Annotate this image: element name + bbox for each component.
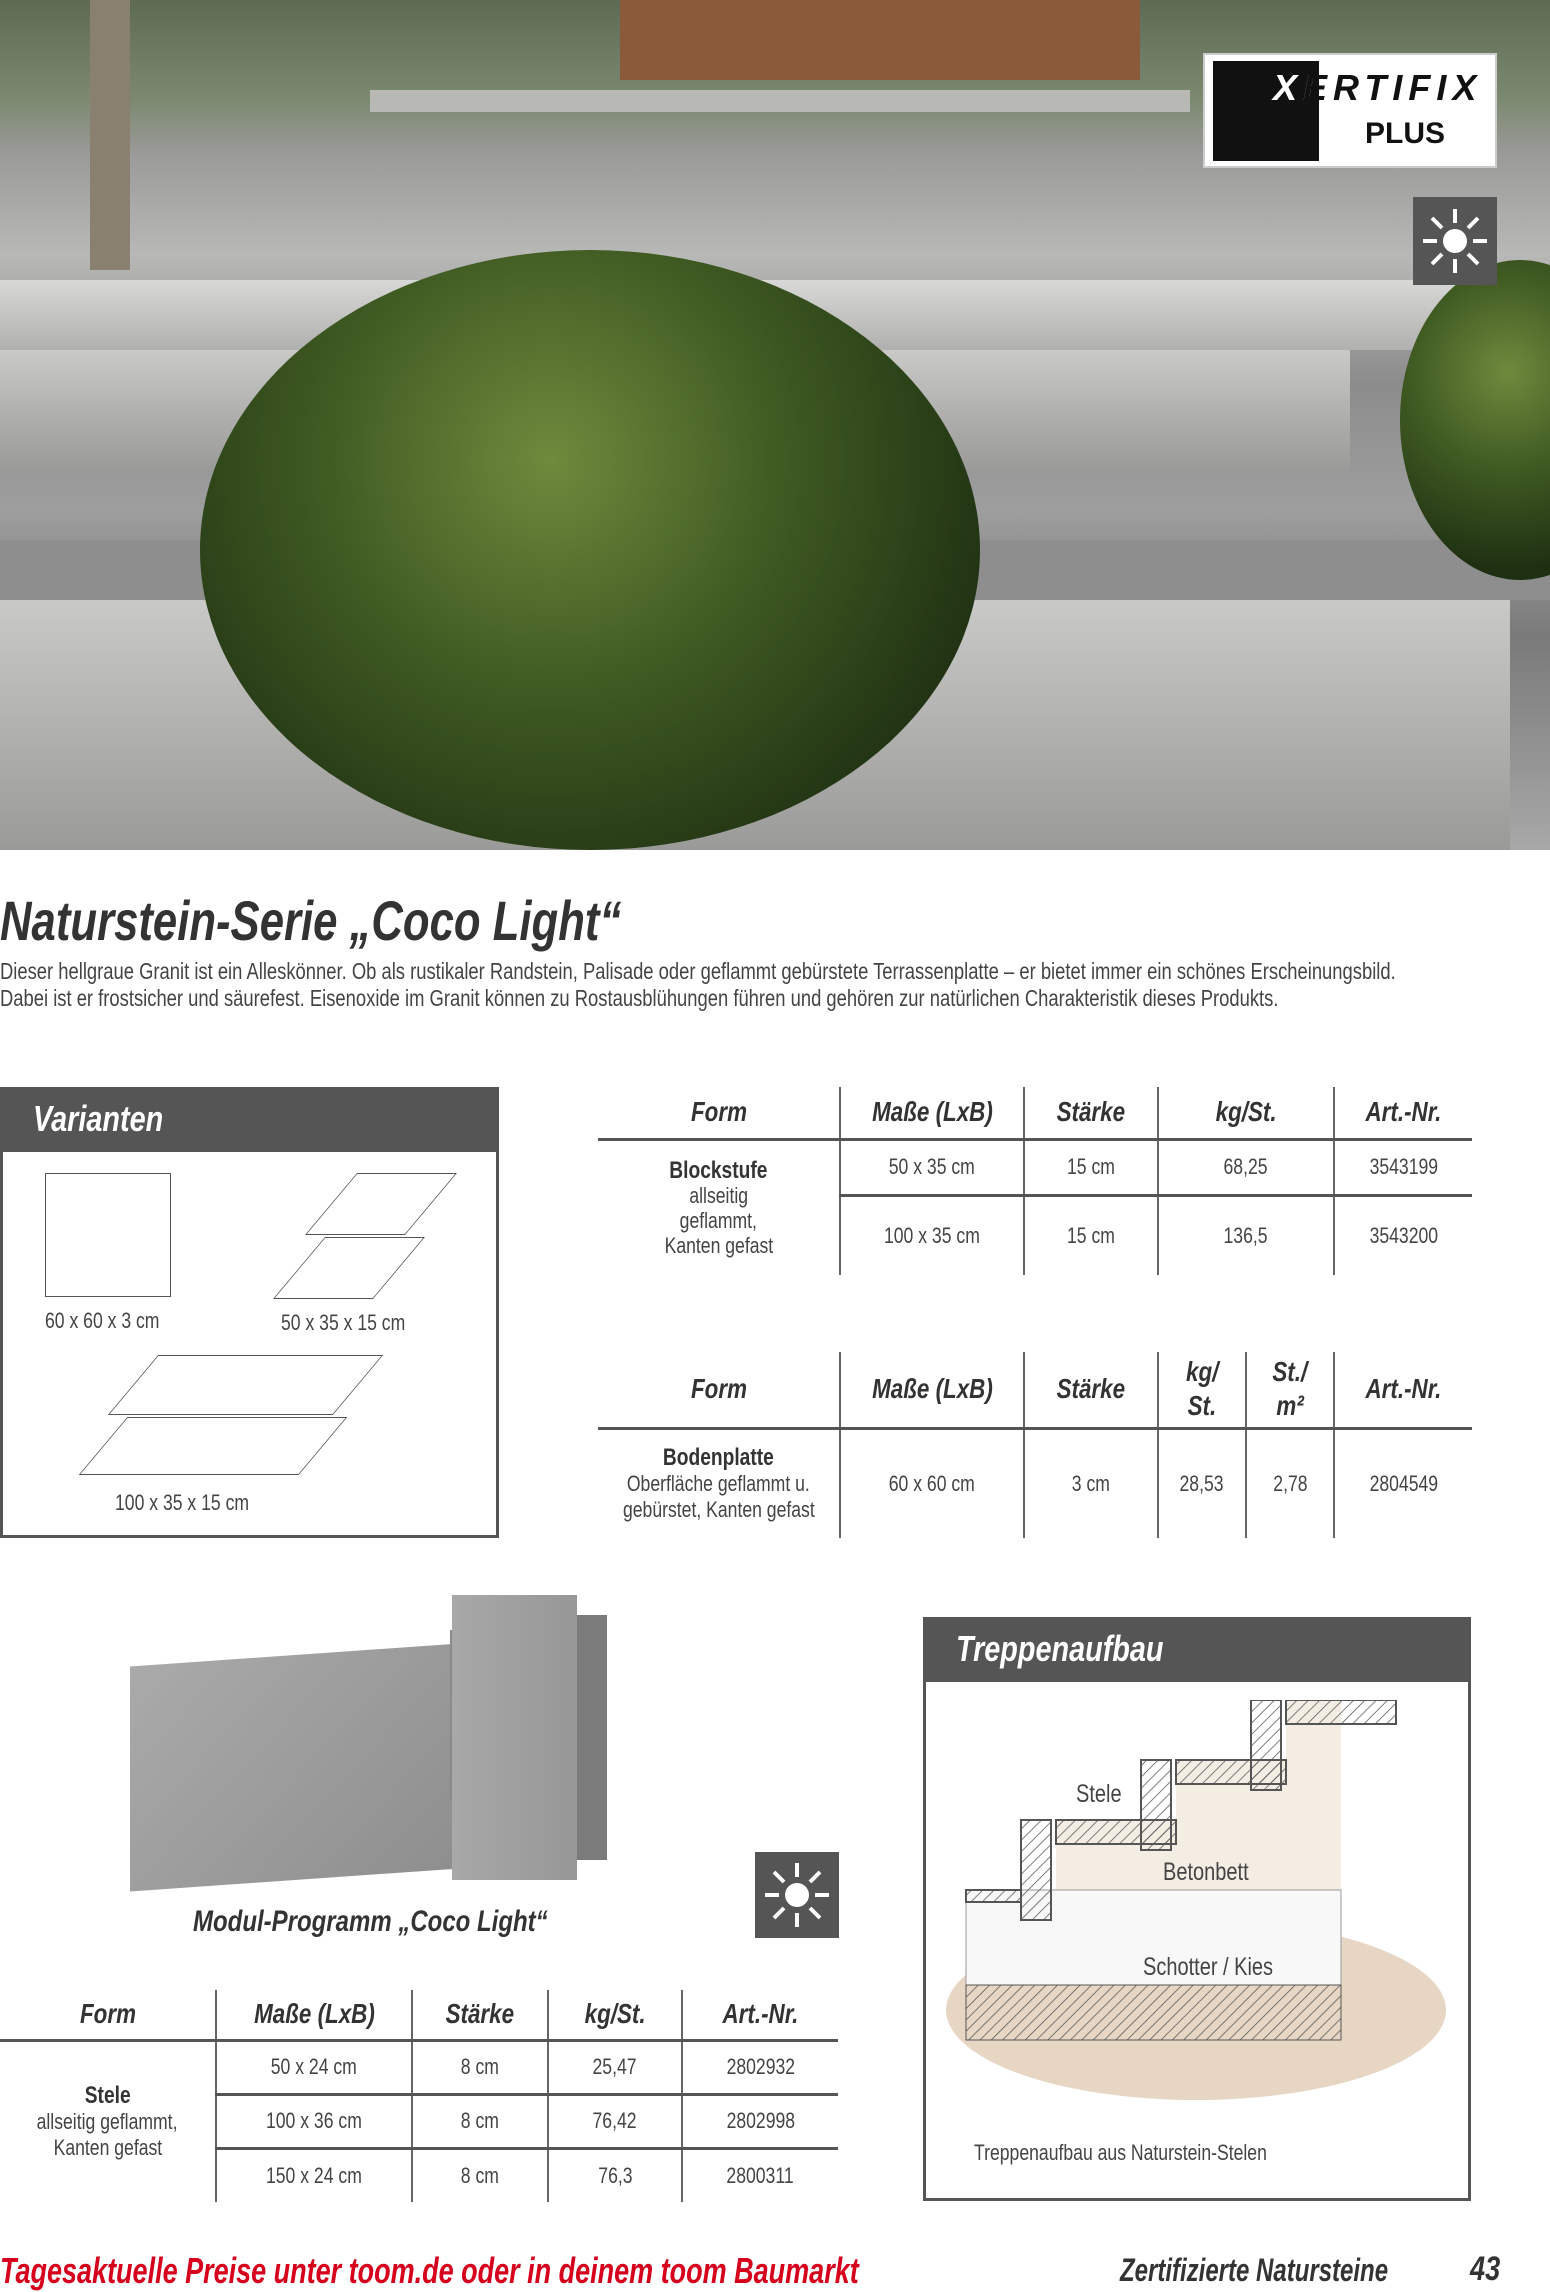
table-row: 100 x 35 cm 15 cm 136,5 3543200 (598, 1195, 1472, 1275)
variant-label: 50 x 35 x 15 cm (281, 1310, 406, 1335)
treppenaufbau-header: Treppenaufbau (926, 1620, 1468, 1682)
footer-promo: Tagesaktuelle Preise unter toom.de oder in deinem toom Baumarkt (0, 2250, 859, 2291)
diagram-label: Stele (1076, 1780, 1122, 1808)
blockstufe-table: Form Maße (LxB) Stärke kg/St. Art.-Nr. Blockstufe allseitig geflammt, Kanten gefast 50 x 35 cm 15 cm 68,25 3543199 100 x 35 cm 15 cm 136,5 3543200 (598, 1087, 1472, 1275)
modul-caption: Modul-Programm „Coco Light“ (193, 1905, 548, 1938)
varianten-header: Varianten (3, 1090, 496, 1152)
variant-plate-drawing (45, 1173, 171, 1297)
diagram-label: Betonbett (1163, 1858, 1249, 1886)
logo-plus: PLUS (1365, 117, 1446, 150)
variant-label: 60 x 60 x 3 cm (45, 1308, 160, 1333)
xertifix-logo: XERTIFIX PLUS (1203, 53, 1497, 168)
table-row: Blockstufe allseitig geflammt, Kanten gefast 50 x 35 cm 15 cm 68,25 3543199 (598, 1139, 1472, 1195)
sun-icon (755, 1852, 839, 1938)
footer-section: Zertifizierte Natursteine (1120, 2252, 1389, 2288)
description: Dieser hellgraue Granit ist ein Alleskönner. Ob als rustikaler Randstein, Palisade oder geflammt gebürstete Terrassenplatte – er bietet immer ein schönes Erscheinungsbild. Dabei ist er frostsicher und säurefest. Eisenoxide im Granit können zu Rostausblühungen führen und gehören zur natürlichen Charakteristik dieses Produkts. (0, 958, 1396, 1011)
diagram-label: Schotter / Kies (1143, 1953, 1274, 1981)
page-title: Naturstein-Serie „Coco Light“ (0, 889, 622, 952)
page-number: 43 (1470, 2250, 1501, 2288)
table-row: Stele allseitig geflammt, Kanten gefast 50 x 24 cm 8 cm 25,47 2802932 (0, 2040, 838, 2094)
treppenaufbau-panel (923, 1617, 1471, 2201)
variant-label: 100 x 35 x 15 cm (115, 1490, 250, 1515)
stair-diagram (946, 1700, 1451, 2100)
table-row: 150 x 24 cm 8 cm 76,3 2800311 (0, 2148, 838, 2202)
varianten-panel (0, 1087, 499, 1538)
stele-table: Form Maße (LxB) Stärke kg/St. Art.-Nr. Stele allseitig geflammt, Kanten gefast 50 x 24 cm 8 cm 25,47 2802932 100 x 36 cm 8 cm 76,42 2802998 150 x 24 cm 8 cm 76,3 2800311 (0, 1990, 838, 2202)
diagram-caption: Treppenaufbau aus Naturstein-Stelen (974, 2140, 1267, 2165)
table-row: Bodenplatte Oberfläche geflammt u. gebürstet, Kanten gefast 60 x 60 cm 3 cm 28,53 2,78 2804549 (598, 1428, 1472, 1538)
table-row: 100 x 36 cm 8 cm 76,42 2802998 (0, 2094, 838, 2148)
sun-icon (1413, 197, 1497, 285)
modul-stele-image (130, 1595, 620, 1885)
bodenplatte-table: Form Maße (LxB) Stärke kg/ St. St./ m² Art.-Nr. Bodenplatte Oberfläche geflammt u. gebürstet, Kanten gefast 60 x 60 cm 3 cm 28,53 2,78 2804549 (598, 1352, 1472, 1538)
